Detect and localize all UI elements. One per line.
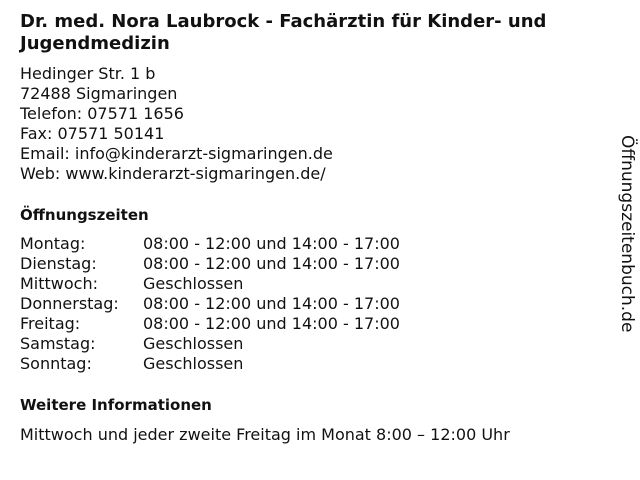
day-label: Freitag: [20,314,81,333]
phone-number: Telefon: 07571 1656 [20,104,184,123]
time-value: 08:00 - 12:00 und 14:00 - 17:00 [143,254,400,273]
time-value: Geschlossen [143,354,244,373]
day-label: Donnerstag: [20,294,119,313]
day-label: Sonntag: [20,354,92,373]
time-value: Geschlossen [143,334,244,353]
time-value: 08:00 - 12:00 und 14:00 - 17:00 [143,314,400,333]
day-label: Samstag: [20,334,96,353]
time-value: Geschlossen [143,274,244,293]
further-info-text: Mittwoch und jeder zweite Freitag im Monat 8:00 – 12:00 Uhr [20,425,510,444]
page-title: Dr. med. Nora Laubrock - Fachärztin für Kinder- und Jugendmedizin [20,11,547,54]
fax-number: Fax: 07571 50141 [20,124,165,143]
email-address: Email: info@kinderarzt-sigmaringen.de [20,144,333,163]
contact-block [20,64,333,184]
time-value: 08:00 - 12:00 und 14:00 - 17:00 [143,294,400,313]
address-street: Hedinger Str. 1 b [20,64,156,83]
website-address: Web: www.kinderarzt-sigmaringen.de/ [20,164,326,183]
day-label: Mittwoch: [20,274,98,293]
site-watermark: Öffnungszeitenbuch.de [617,135,637,333]
further-info-heading: Weitere Informationen [20,396,212,414]
day-label: Dienstag: [20,254,97,273]
day-label: Montag: [20,234,86,253]
opening-hours-heading: Öffnungszeiten [20,206,149,224]
time-value: 08:00 - 12:00 und 14:00 - 17:00 [143,234,400,253]
address-city: 72488 Sigmaringen [20,84,178,103]
